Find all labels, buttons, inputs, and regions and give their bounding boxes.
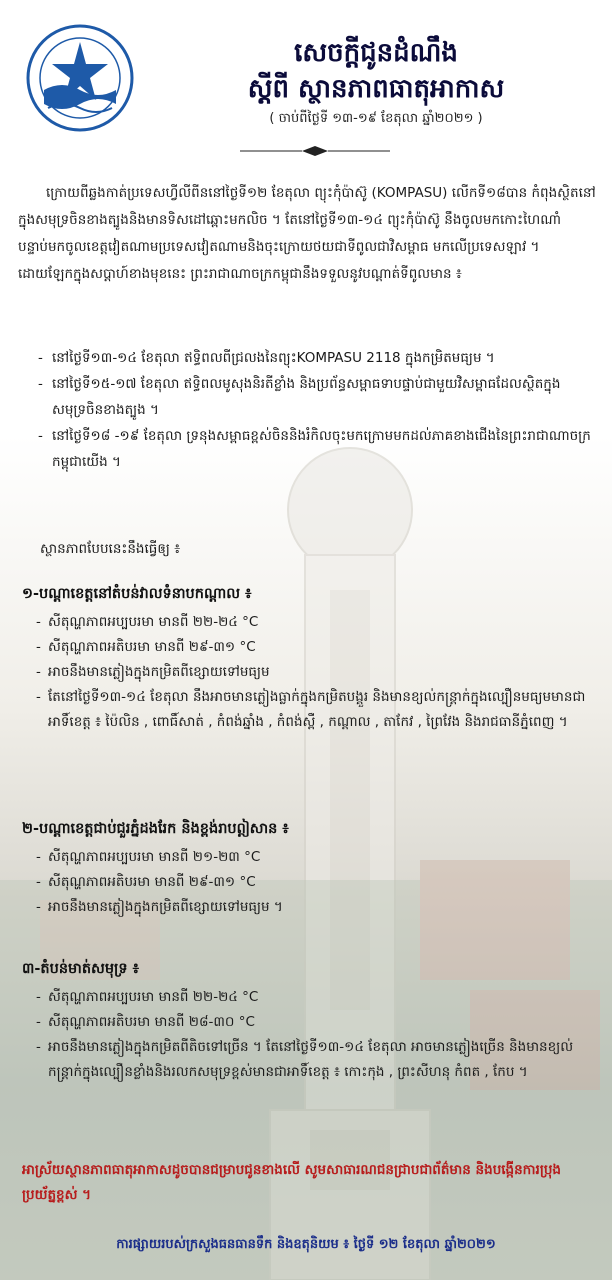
page-title: សេចក្តីជូនដំណឹង bbox=[294, 38, 458, 68]
impact-note: ស្ថានភាពបែបនេះនឹងធ្វើឲ្យ ៖ bbox=[40, 541, 181, 557]
list-item: - អាចនឹងមានភ្លៀងក្នុងកម្រិតពីខ្សោយទៅមធ្យម ។ bbox=[22, 895, 597, 920]
list-item: - នៅថ្ងៃទី១៥-១៧ ខែតុលា ឥទ្ធិពលមូសុងនិរតីខ្លាំង និងប្រព័ន្ធសម្ពាធទាបផ្ទាប់ជាមួយវិសម្ពាធដែលស្ថិតក្នុងសមុទ្រចិនខាងត្បូង ។ bbox=[38, 371, 598, 423]
section-heading: ១-បណ្តាខេត្តនៅតំបន់វាលទំនាបកណ្តាល ៖ bbox=[22, 586, 252, 602]
ministry-emblem-icon bbox=[26, 24, 134, 132]
section-heading: ៣-តំបន់មាត់សមុទ្រ ៖ bbox=[22, 961, 139, 977]
footer-credit: ការផ្សាយរបស់ក្រសួងធនធានទឹក និងឧតុនិយម ៖ ថ្ងៃទី ១២ ខែតុលា ឆ្នាំ២០២១ bbox=[116, 1237, 496, 1252]
list-item: - សីតុណ្ហភាពអតិបរមា មានពី ២៨-៣០ °C bbox=[22, 1010, 597, 1035]
date-range: ( ចាប់ពីថ្ងៃទី ១៣-១៩ ខែតុលា ឆ្នាំ២០២១ ) bbox=[269, 111, 483, 126]
list-item: - អាចនឹងមានភ្លៀងក្នុងកម្រិតពីតិចទៅច្រើន ។ តែនៅថ្ងៃទី១៣-១៤ ខែតុលា អាចមានភ្លៀងច្រើន និងមានខ្យល់កន្ត្រាក់ក្នុងល្បឿនខ្លាំងនិងរលកសមុទ្រខ្ពស់មានជាអាទិ៍ខេត្ត ៖ កោះកុង , ព្រះសីហនុ កំពត , កែប ។ bbox=[22, 1035, 597, 1085]
divider-ornament-icon bbox=[240, 146, 390, 156]
list-item: - សីតុណ្ហភាពអប្បបរមា មានពី ២២-២៤ °C bbox=[22, 610, 597, 635]
page-subtitle: ស្តីពី ស្ថានភាពធាតុអាកាស bbox=[247, 74, 505, 104]
warning-notice: អាស្រ័យស្ថានភាពធាតុអាកាសដូចបានជម្រាបជូនខាងលើ សូមសាធារណជនជ្រាបជាព័ត៌មាន និងបង្កើនការប្រុងប្រយ័ត្នខ្ពស់ ។ bbox=[22, 1162, 561, 1203]
section-coastal bbox=[22, 960, 597, 1085]
intro-paragraph: ក្រោយពីឆ្លងកាត់ប្រទេសហ្វីលីពីននៅថ្ងៃទី១២ ខែតុលា ព្យុះកុំប៉ាស៊ូ (KOMPASU) លើកទី១៨បាន កំពុងស្ថិតនៅក្នុងសមុទ្រចិនខាងត្បូងនិងមានទិសដៅឆ្ពោះមកលិច ។ តែនៅថ្ងៃទី១៣-១៤ ព្យុះកុំប៉ាស៊ូ នឹងចូលមកកោះហៃណាំបន្ទាប់មកចូលខេត្តវៀតណាមប្រទេសវៀតណាមនិងចុះក្រោយថយជាទីពូលជាវិសម្ពាធ មកលើប្រទេសឡាវ ។ ដោយឡែកក្នុងសប្តាហ៍ខាងមុខនេះ ព្រះរាជាណាចក្រកម្ពុជានឹងទទួលនូវបណ្តាត់ទីពូលមាន ៖ bbox=[18, 185, 596, 282]
list-item: - សីតុណ្ហភាពអប្បបរមា មានពី ២១-២៣ °C bbox=[22, 845, 597, 870]
list-item: - សីតុណ្ហភាពអតិបរមា មានពី ២៩-៣១ °C bbox=[22, 635, 597, 660]
bullet-list bbox=[38, 345, 598, 475]
list-item: - សីតុណ្ហភាពអតិបរមា មានពី ២៩-៣១ °C bbox=[22, 870, 597, 895]
list-item: - នៅថ្ងៃទី១៨ -១៩ ខែតុលា ទ្រនុងសម្ពាធខ្ពស់ចិននិងរំកិលចុះមកក្រោមមកដល់ភាគខាងជើងនៃព្រះរាជាណាចក្រកម្ពុជាយើង ។ bbox=[38, 423, 598, 475]
section-mountains-plateau bbox=[22, 820, 597, 920]
list-item: - សីតុណ្ហភាពអប្បបរមា មានពី ២២-២៤ °C bbox=[22, 985, 597, 1010]
list-item: - អាចនឹងមានភ្លៀងក្នុងកម្រិតពីខ្សោយទៅមធ្យម bbox=[22, 660, 597, 685]
list-item: - នៅថ្ងៃទី១៣-១៤ ខែតុលា ឥទ្ធិពលពីជ្រលងនៃព្យុះKOMPASU 2118 ក្នុងកម្រិតមធ្យម ។ bbox=[38, 345, 598, 371]
section-heading: ២-បណ្តាខេត្តជាប់ជួរភ្នំដងរែក និងខ្ពង់រាបឦសាន ៖ bbox=[22, 821, 289, 837]
section-central-plains bbox=[22, 585, 597, 735]
list-item: - តែនៅថ្ងៃទី១៣-១៤ ខែតុលា នឹងអាចមានភ្លៀងធ្លាក់ក្នុងកម្រិតបង្គួរ និងមានខ្យល់កន្ត្រាក់ក្នុងល្បឿនមធ្យមមានជាអាទិ៍ខេត្ត ៖ ប៉ៃលិន , ពោធិ៍សាត់ , កំពង់ឆ្នាំង , កំពង់ស្ពឺ , កណ្តាល , តាកែវ , ព្រៃវែង និងរាជធានីភ្នំពេញ ។ bbox=[22, 685, 597, 735]
